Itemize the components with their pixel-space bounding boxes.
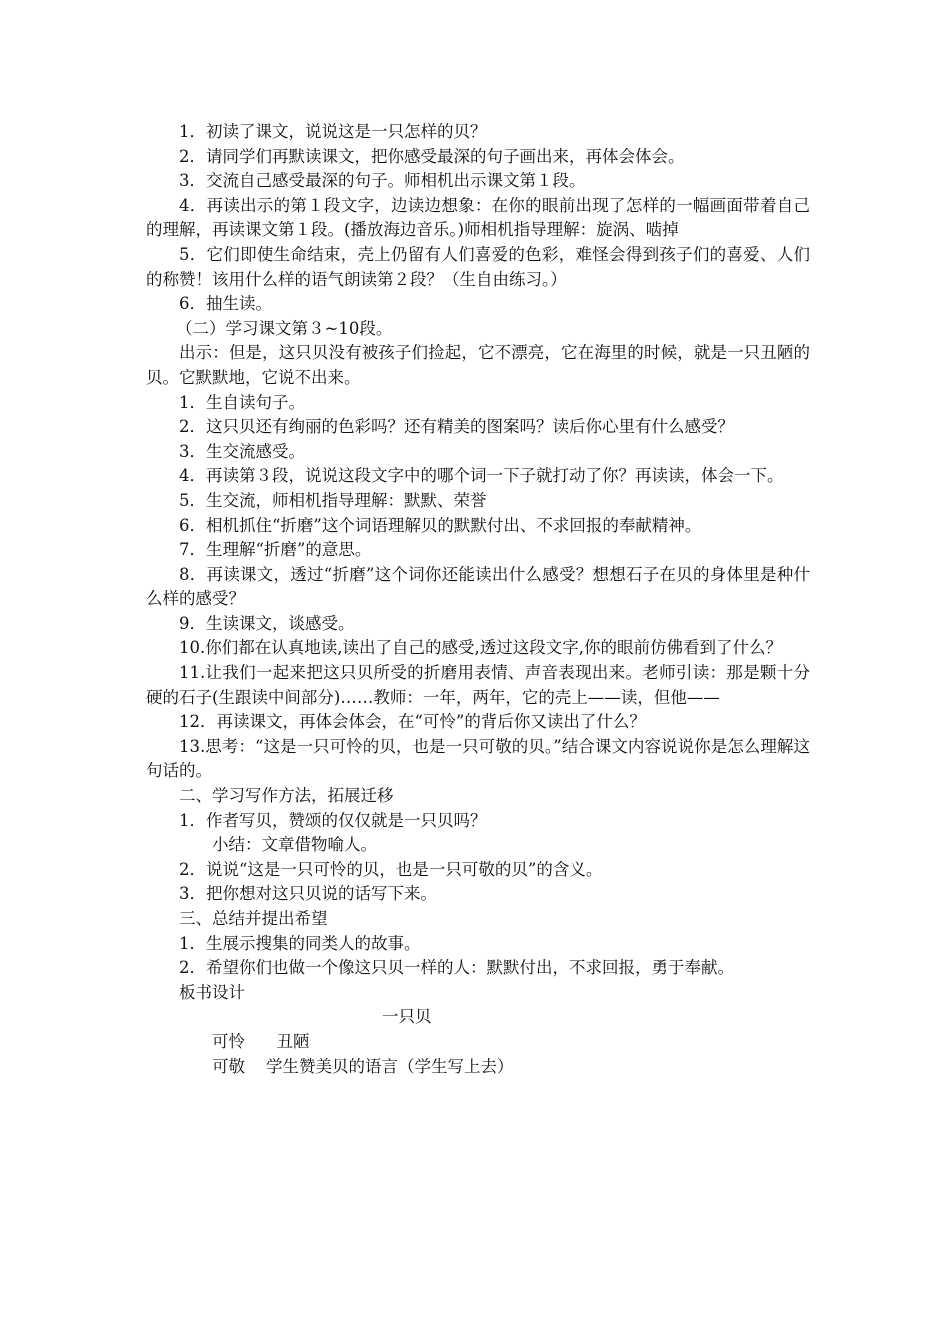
paragraph: 7．生理解“折磨”的意思。 xyxy=(179,540,372,560)
paragraph: 5．它们即使生命结束，壳上仍留有人们喜爱的色彩，难怪会得到孩子们的喜爱、人们的称赞！该用什么样的语气朗读第２段？（生自由练习。） xyxy=(146,244,810,289)
paragraph: 2．这只贝还有绚丽的色彩吗？还有精美的图案吗？读后你心里有什么感受？ xyxy=(179,417,734,437)
paragraph: 3．生交流感受。 xyxy=(179,441,305,461)
paragraph: 8．再读课文，透过“折磨”这个词你还能读出什么感受？想想石子在贝的身体里是种什么样的感受？ xyxy=(146,564,810,609)
paragraph: 二、学习写作方法，拓展迁移 xyxy=(179,786,394,806)
paragraph: 10.你们都在认真地读,读出了自己的感受,透过这段文字,你的眼前仿佛看到了什么？ xyxy=(179,638,782,658)
paragraph: 11.让我们一起来把这只贝所受的折磨用表情、声音表现出来。老师引读：那是颗十分硬的石子(生跟读中间部分)……教师：一年，两年，它的壳上——读，但他—— xyxy=(146,663,810,707)
board-row: 可怜 丑陋 xyxy=(212,1031,310,1051)
paragraph: （二）学习课文第３~10段。 xyxy=(176,318,393,338)
paragraph: 12．再读课文，再体会体会，在“可怜”的背后你又读出了什么？ xyxy=(179,712,646,732)
paragraph: 1．生展示搜集的同类人的故事。 xyxy=(179,933,421,953)
paragraph: 5．生交流，师相机指导理解：默默、荣誉 xyxy=(179,490,487,510)
paragraph: 6．抽生读。 xyxy=(179,294,272,314)
paragraph: 小结：文章借物喻人。 xyxy=(212,835,377,855)
paragraph: 出示：但是，这只贝没有被孩子们捡起，它不漂亮，它在海里的时候，就是一只丑陋的贝。它默默地，它说不出来。 xyxy=(146,343,810,387)
paragraph: 2．请同学们再默读课文，把你感受最深的句子画出来，再体会体会。 xyxy=(179,146,685,166)
board-design xyxy=(146,1005,810,1079)
paragraph: 三、总结并提出希望 xyxy=(179,909,328,928)
paragraph: 3．交流自己感受最深的句子。师相机出示课文第１段。 xyxy=(179,171,586,191)
document-body xyxy=(146,120,810,1079)
paragraph: 1．生自读句子。 xyxy=(179,392,305,412)
paragraph: 4．再读第３段，说说这段文字中的哪个词一下子就打动了你？再读读，体会一下。 xyxy=(179,466,784,486)
board-row: 可敬 学生赞美贝的语言（学生写上去） xyxy=(212,1056,514,1076)
board-title: 一只贝 xyxy=(382,1007,432,1027)
paragraph: 1．作者写贝，赞颂的仅仅就是一只贝吗？ xyxy=(179,810,487,830)
paragraph: 2．说说“这是一只可怜的贝，也是一只可敬的贝”的含义。 xyxy=(179,859,603,879)
paragraph: 4．再读出示的第１段文字，边读边想象：在你的眼前出现了怎样的一幅画面带着自己的理解，再读课文第１段。(播放海边音乐。)师相机指导理解：旋涡、啮掉 xyxy=(146,195,810,240)
paragraph: 3．把你想对这只贝说的话写下来。 xyxy=(179,884,437,904)
paragraph: 1．初读了课文，说说这是一只怎样的贝？ xyxy=(179,122,487,141)
paragraph: 板书设计 xyxy=(179,982,245,1002)
paragraph: 2．希望你们也做一个像这只贝一样的人：默默付出，不求回报，勇于奉献。 xyxy=(179,958,734,978)
paragraph: 9．生读课文，谈感受。 xyxy=(179,613,355,633)
paragraph: 13.思考：“这是一只可怜的贝，也是一只可敬的贝。”结合课文内容说说你是怎么理解这句话的。 xyxy=(146,736,810,781)
paragraph: 6．相机抓住“折磨”这个词语理解贝的默默付出、不求回报的奉献精神。 xyxy=(179,515,702,535)
